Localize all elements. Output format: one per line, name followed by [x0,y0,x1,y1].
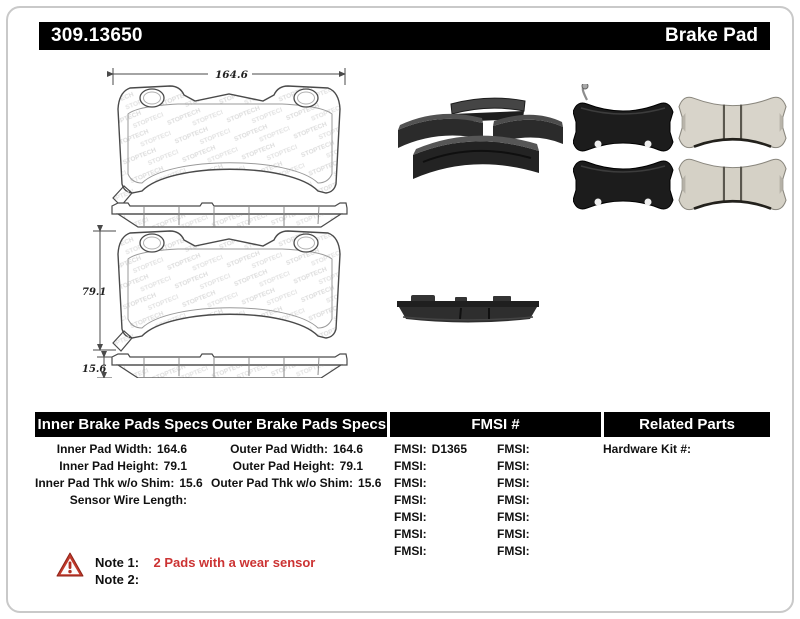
fmsi-row: FMSI: [497,510,530,524]
fmsi-row: FMSI: [394,476,427,490]
fmsi-row: FMSI: [497,493,530,507]
inner-spec-row: Inner Pad Thk w/o Shim: 15.6 [35,476,203,490]
pad-faces-photo [573,84,788,214]
related-parts-list [603,441,768,458]
note1-label: Note 1: [95,555,140,570]
fmsi-header: FMSI # [471,416,520,433]
fmsi-row: FMSI: [497,527,530,541]
dim-height-label: 79.1 [82,287,107,298]
fmsi-row: FMSI: D1365 [394,442,468,456]
fmsi-row: FMSI: [394,544,427,558]
page-title: Brake Pad [665,25,758,46]
related-part-row: Hardware Kit #: [603,442,692,456]
pads-photo [393,92,568,192]
outer-specs-list [211,441,382,492]
fmsi-row: FMSI: [394,510,427,524]
header-bar [39,22,770,50]
dim-width-label: 164.6 [215,69,248,81]
fmsi-row: FMSI: [497,442,530,456]
outer-spec-row: Outer Pad Thk w/o Shim: 15.6 [211,476,382,490]
dim-thickness-label: 15.6 [82,364,107,375]
fmsi-list-left [394,441,494,560]
inner-spec-row: Inner Pad Width: 164.6 [56,442,187,456]
inner-specs-header: Inner Brake Pads Specs [37,416,209,433]
related-parts-header-bar [604,412,770,437]
pad-edge-photo [393,288,543,330]
fmsi-header-bar [390,412,601,437]
outer-spec-row: Outer Pad Height: 79.1 [232,459,363,473]
fmsi-row: FMSI: [394,493,427,507]
outer-spec-row: Outer Pad Width: 164.6 [230,442,363,456]
inner-specs-list [35,441,203,509]
fmsi-row: FMSI: [497,476,530,490]
fmsi-row: FMSI: [497,544,530,558]
note2-label: Note 2: [95,572,140,587]
inner-spec-row: Inner Pad Height: 79.1 [59,459,187,473]
related-parts-header: Related Parts [639,416,735,433]
outer-specs-header: Outer Brake Pads Specs [211,416,387,433]
technical-drawing [82,64,374,378]
fmsi-row: FMSI: [497,459,530,473]
note1-text: 2 Pads with a wear sensor [153,555,316,570]
fmsi-list-right [497,441,597,560]
part-number: 309.13650 [51,25,143,46]
warning-icon [56,552,84,578]
fmsi-row: FMSI: [394,527,427,541]
inner-spec-row: Sensor Wire Length: [69,493,187,507]
note1-row [95,554,315,570]
specs-header-bar [35,412,387,437]
fmsi-row: FMSI: [394,459,427,473]
note2-row [95,571,149,587]
